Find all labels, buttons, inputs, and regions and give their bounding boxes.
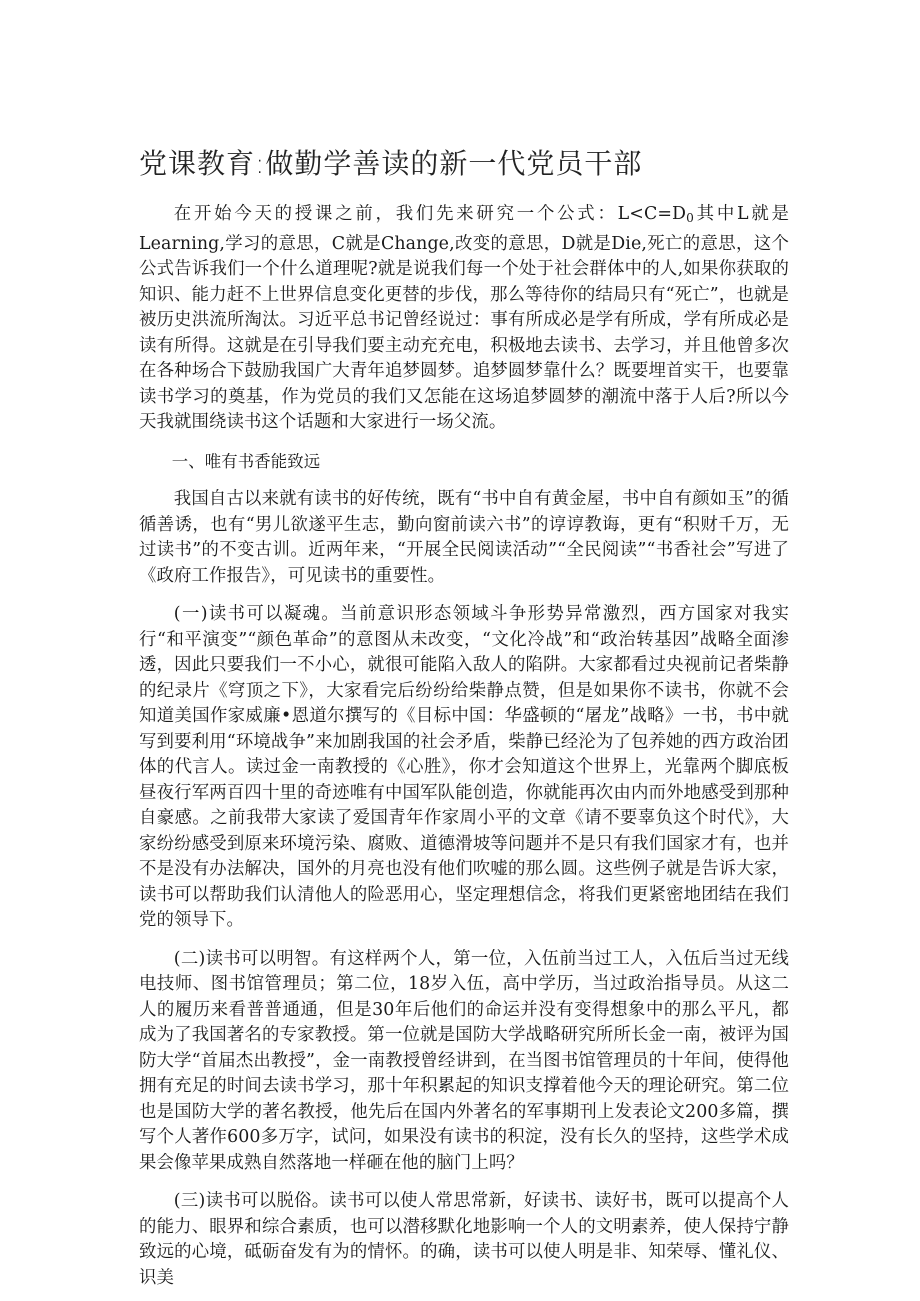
tradition-paragraph: 我国自古以来就有读书的好传统，既有“书中自有黄金屋，书中自有颜如玉”的循循善诱，也有“男儿欲遂平生志，勤向窗前读六书”的谆谆教诲，更有“积财千万，无过读书”的不变古训。近两年来，“开展全民阅读活动”“全民阅读”“书香社会”写进了《政府工作报告》，可见读书的重要性。 (139, 489, 789, 586)
intro-text-part1: 在开始今天的授课之前，我们先来研究一个公式：L<C=D (173, 204, 687, 224)
intro-paragraph (139, 202, 789, 436)
section-heading-1: 一、唯有书香能致远 (171, 451, 321, 471)
document-page (139, 144, 789, 1291)
item2-paragraph: (二)读书可以明智。有这样两个人，第一位，入伍前当过工人，入伍后当过无线电技师、图书馆管理员；第二位，18岁入伍，高中学历，当过政治指导员。从这二人的履历来看普普通通，但是30年后他们的命运并没有变得想象中的那么平凡，都成为了我国著名的专家教授。第一位就是国防大学战略研究所所长金一南，被评为国防大学“首届杰出教授”，金一南教授曾经讲到，在当图书馆管理员的十年间，使得他拥有充足的时间去读书学习，那十年积累起的知识支撑着他今天的理论研究。第二位也是国防大学的著名教授，他先后在国内外著名的军事期刊上发表论文200多篇，撰写个人著作600多万字，试问，如果没有读书的积淀，没有长久的坚持，这些学术成果会像苹果成熟自然落地一样砸在他的脑门上吗？ (139, 948, 789, 1173)
intro-text-part2: 其中L就是Learning,学习的意思，C就是Change,改变的意思，D就是Die,死亡的意思，这个公式告诉我们一个什么道理呢?就是说我们每一个处于社会群体中的人,如果你获取的知识、能力赶不上世界信息变化更替的步伐，那么等待你的结局只有“死亡”，也就是被历史洪流所淘汰。习近平总书记曾经说过：事有所成必是学有所成，学有所成必是读有所得。这就是在引导我们要主动充充电，积极地去读书、去学习，并且他曾多次在各种场合下鼓励我国广大青年追梦圆梦。追梦圆梦靠什么？既要埋首实干，也要靠读书学习的奠基，作为党员的我们又怎能在这场追梦圆梦的潮流中落于人后?所以今天我就围绕读书这个话题和大家进行一场父流。 (139, 204, 789, 433)
formula-subscript: 0 (686, 211, 694, 226)
item3-paragraph: (三)读书可以脱俗。读书可以使人常思常新，好读书、读好书，既可以提高个人的能力、眼界和综合素质，也可以潜移默化地影响一个人的文明素养，使人保持宁静致远的心境，砥砺奋发有为的情怀。的确，读书可以使人明是非、知荣辱、懂礼仪、识美 (139, 1191, 789, 1288)
document-title: 党课教育:做勤学善读的新一代党员干部 (139, 147, 643, 180)
item1-paragraph: (一)读书可以凝魂。当前意识形态领域斗争形势异常激烈，西方国家对我实行“和平演变”“颜色革命”的意图从未改变，“文化冷战”和“政治转基因”战略全面渗透，因此只要我们一不小心，就很可能陷入敌人的陷阱。大家都看过央视前记者柴静的纪录片《穹顶之下》，大家看完后纷纷给柴静点赞，但是如果你不读书，你就不会知道美国作家威廉•恩道尔撰写的《目标中国：华盛顿的“屠龙”战略》一书，书中就写到要利用“环境战争”来加剧我国的社会矛盾，柴静已经沦为了包养她的西方政治团体的代言人。读过金一南教授的《心胜》，你才会知道这个世界上，光靠两个脚底板昼夜行军两百四十里的奇迹唯有中国军队能创造，你就能再次由内而外地感受到那种自豪感。之前我带大家读了爱国青年作家周小平的文章《请不要辜负这个时代》，大家纷纷感受到原来环境污染、腐败、道德滑坡等问题并不是只有我们国家才有，也并不是没有办法解决，国外的月亮也没有他们吹嘘的那么圆。这些例子就是告诉大家，读书可以帮助我们认清他人的险恶用心，坚定理想信念，将我们更紧密地团结在我们党的领导下。 (139, 604, 789, 931)
